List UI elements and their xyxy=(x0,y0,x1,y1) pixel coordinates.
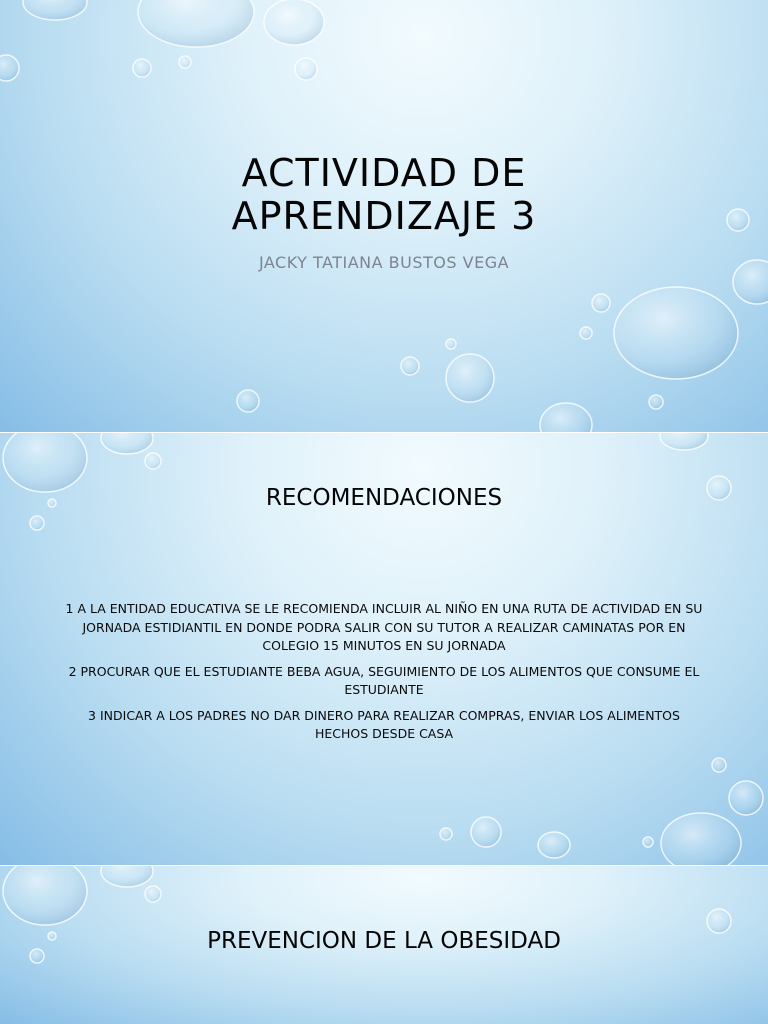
recommendation-item: 2 PROCURAR QUE EL ESTUDIANTE BEBA AGUA, SEGUIMIENTO DE LOS ALIMENTOS QUE CONSUME EL ESTUDIANTE xyxy=(68,663,700,697)
slide-recommendations xyxy=(0,433,768,865)
title-line-1: ACTIVIDAD DE xyxy=(241,151,527,195)
title-line-2: APRENDIZAJE 3 xyxy=(231,194,537,238)
recommendations-list xyxy=(60,600,708,751)
recommendation-item: 3 INDICAR A LOS PADRES NO DAR DINERO PARA REALIZAR COMPRAS, ENVIAR LOS ALIMENTOS HECHOS DESDE CASA xyxy=(88,707,680,741)
section-heading: RECOMENDACIONES xyxy=(265,485,503,511)
slide-title-heading xyxy=(0,152,768,238)
recommendation-item: 1 A LA ENTIDAD EDUCATIVA SE LE RECOMIENDA INCLUIR AL NIÑO EN UNA RUTA DE ACTIVIDAD EN SU JORNADA ESTIDIANTIL EN DONDE PODRA SALIR CON SU TUTOR A REALIZAR CAMINATAS POR EN COLEGIO 15 MINUTOS EN SU JORNADA xyxy=(65,601,703,653)
slide-title xyxy=(0,0,768,432)
section-heading: PREVENCION DE LA OBESIDAD xyxy=(207,928,561,954)
author-subtitle: JACKY TATIANA BUSTOS VEGA xyxy=(258,253,510,272)
slide-prevention xyxy=(0,866,768,1024)
